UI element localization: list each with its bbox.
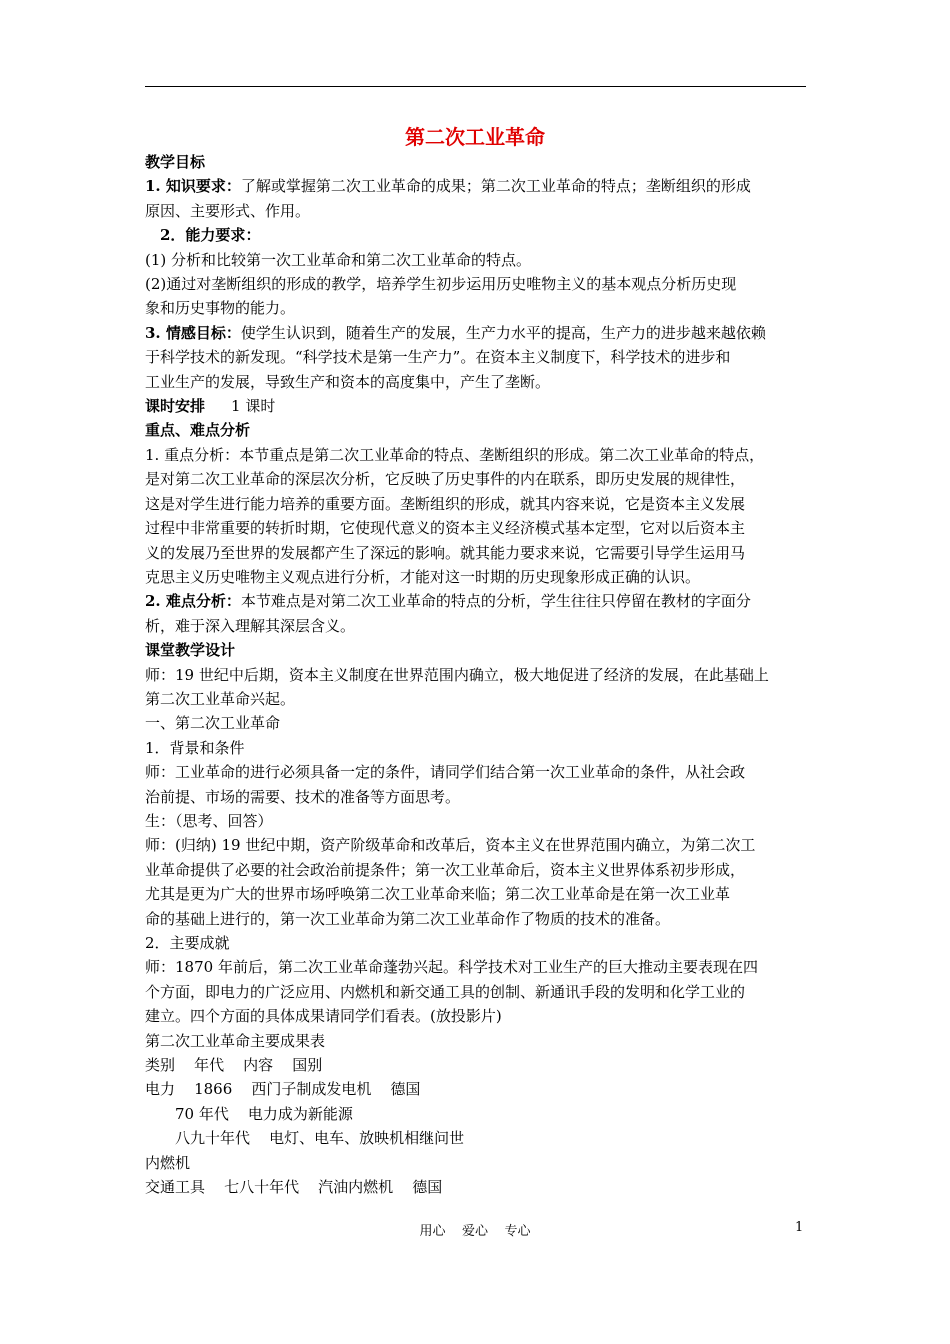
design-line: 建立。四个方面的具体成果请同学们看表。(放投影片) xyxy=(145,1007,502,1026)
emotion-text: 使学生认识到，随着生产的发展，生产力水平的提高，生产力的进步越来越依赖 xyxy=(240,323,766,342)
objectives-heading: 教学目标 xyxy=(145,153,206,171)
table-row: 70 年代 电力成为新能源 xyxy=(175,1104,353,1123)
keypoint-line: 克思主义历史唯物主义观点进行分析，才能对这一时期的历史现象形成正确的认识。 xyxy=(145,567,701,586)
ability-item-2b: 象和历史事物的能力。 xyxy=(145,299,296,318)
design-line: 师：19 世纪中后期，资本主义制度在世界范围内确立，极大地促进了经济的发展，在此基础上 xyxy=(145,665,769,684)
page-number: 1 xyxy=(795,1220,804,1235)
ability-label: 2．能力要求： xyxy=(160,226,261,245)
schedule-line xyxy=(145,394,809,418)
section-heading: 一、第二次工业革命 xyxy=(145,714,281,733)
design-line: 师：(归纳) 19 世纪中期，资产阶级革命和改革后，资本主义在世界范围内确立，为第二次工 xyxy=(145,836,756,855)
design-line: 尤其是更为广大的世界市场呼唤第二次工业革命来临；第二次工业革命是在第一次工业革 xyxy=(145,885,731,904)
emotion-line-2: 于科学技术的新发现。“科学技术是第一生产力”。在资本主义制度下，科学技术的进步和 xyxy=(145,348,731,367)
knowledge-text: 了解或掌握第二次工业革命的成果；第二次工业革命的特点；垄断组织的形成 xyxy=(240,177,751,196)
design-line: 第二次工业革命兴起。 xyxy=(145,689,296,708)
knowledge-line-2: 原因、主要形式、作用。 xyxy=(145,201,311,220)
table-row: 八九十年代 电灯、电车、放映机相继问世 xyxy=(175,1129,465,1148)
keypoint-line: 这是对学生进行能力培养的重要方面。垄断组织的形成，就其内容来说，它是资本主义发展 xyxy=(145,494,746,513)
ability-item-1: (1) 分析和比较第一次工业革命和第二次工业革命的特点。 xyxy=(145,250,532,269)
difficulty-text: 本节难点是对第二次工业革命的特点的分析，学生往往只停留在教材的字面分 xyxy=(240,592,751,611)
difficulty-line-2: 析，难于深入理解其深层含义。 xyxy=(145,616,356,635)
document-body xyxy=(145,150,809,1199)
design-line: 个方面，即电力的广泛应用、内燃机和新交通工具的创制、新通讯手段的发明和化学工业的 xyxy=(145,982,746,1001)
subsection-heading: 1．背景和条件 xyxy=(145,738,245,757)
ability-item-2a: (2)通过对垄断组织的形成的教学，培养学生初步运用历史唯物主义的基本观点分析历史现 xyxy=(145,275,737,294)
footer-motto: 用心 爱心 专心 xyxy=(419,1224,531,1239)
keypoint-line: 义的发展乃至世界的发展都产生了深远的影响。就其能力要求来说，它需要引导学生运用马 xyxy=(145,543,746,562)
knowledge-line-1 xyxy=(145,174,809,198)
design-line: 师：工业革命的进行必须具备一定的条件，请同学们结合第一次工业革命的条件，从社会政 xyxy=(145,763,746,782)
keypoint-line: 过程中非常重要的转折时期，它使现代意义的资本主义经济模式基本定型，它对以后资本主 xyxy=(145,519,746,538)
design-line: 师：1870 年前后，第二次工业革命蓬勃兴起。科学技术对工业生产的巨大推动主要表现在四 xyxy=(145,958,758,977)
keypoints-heading: 重点、难点分析 xyxy=(145,421,251,440)
table-row: 交通工具 七八十年代 汽油内燃机 德国 xyxy=(145,1178,443,1197)
header-rule xyxy=(145,86,806,87)
emotion-label: 3. 情感目标： xyxy=(145,323,241,342)
table-caption: 第二次工业革命主要成果表 xyxy=(145,1031,326,1050)
difficulty-line-1 xyxy=(145,589,809,613)
table-header: 类别 年代 内容 国别 xyxy=(145,1056,323,1075)
emotion-line-3: 工业生产的发展，导致生产和资本的高度集中，产生了垄断。 xyxy=(145,372,551,391)
schedule-label: 课时安排 xyxy=(145,397,206,416)
keypoint-line: 1. 重点分析：本节重点是第二次工业革命的特点、垄断组织的形成。第二次工业革命的特点， xyxy=(145,445,765,464)
design-heading: 课堂教学设计 xyxy=(145,641,236,660)
keypoint-line: 是对第二次工业革命的深层次分析，它反映了历史事件的内在联系，即历史发展的规律性， xyxy=(145,470,746,489)
schedule-value: 1 课时 xyxy=(231,397,276,416)
page-title: 第二次工业革命 xyxy=(405,125,545,149)
design-line: 生：（思考、回答） xyxy=(145,811,273,830)
subsection-heading: 2．主要成就 xyxy=(145,934,230,952)
design-line: 命的基础上进行的，第一次工业革命为第二次工业革命作了物质的技术的准备。 xyxy=(145,909,671,928)
knowledge-label: 1. 知识要求： xyxy=(145,177,241,196)
design-line: 业革命提供了必要的社会政治前提条件；第一次工业革命后，资本主义世界体系初步形成， xyxy=(145,860,746,879)
design-line: 治前提、市场的需要、技术的准备等方面思考。 xyxy=(145,787,461,806)
emotion-line-1 xyxy=(145,321,809,345)
table-row: 内燃机 xyxy=(145,1153,191,1172)
difficulty-label: 2. 难点分析： xyxy=(145,592,241,611)
table-row: 电力 1866 西门子制成发电机 德国 xyxy=(145,1080,421,1099)
